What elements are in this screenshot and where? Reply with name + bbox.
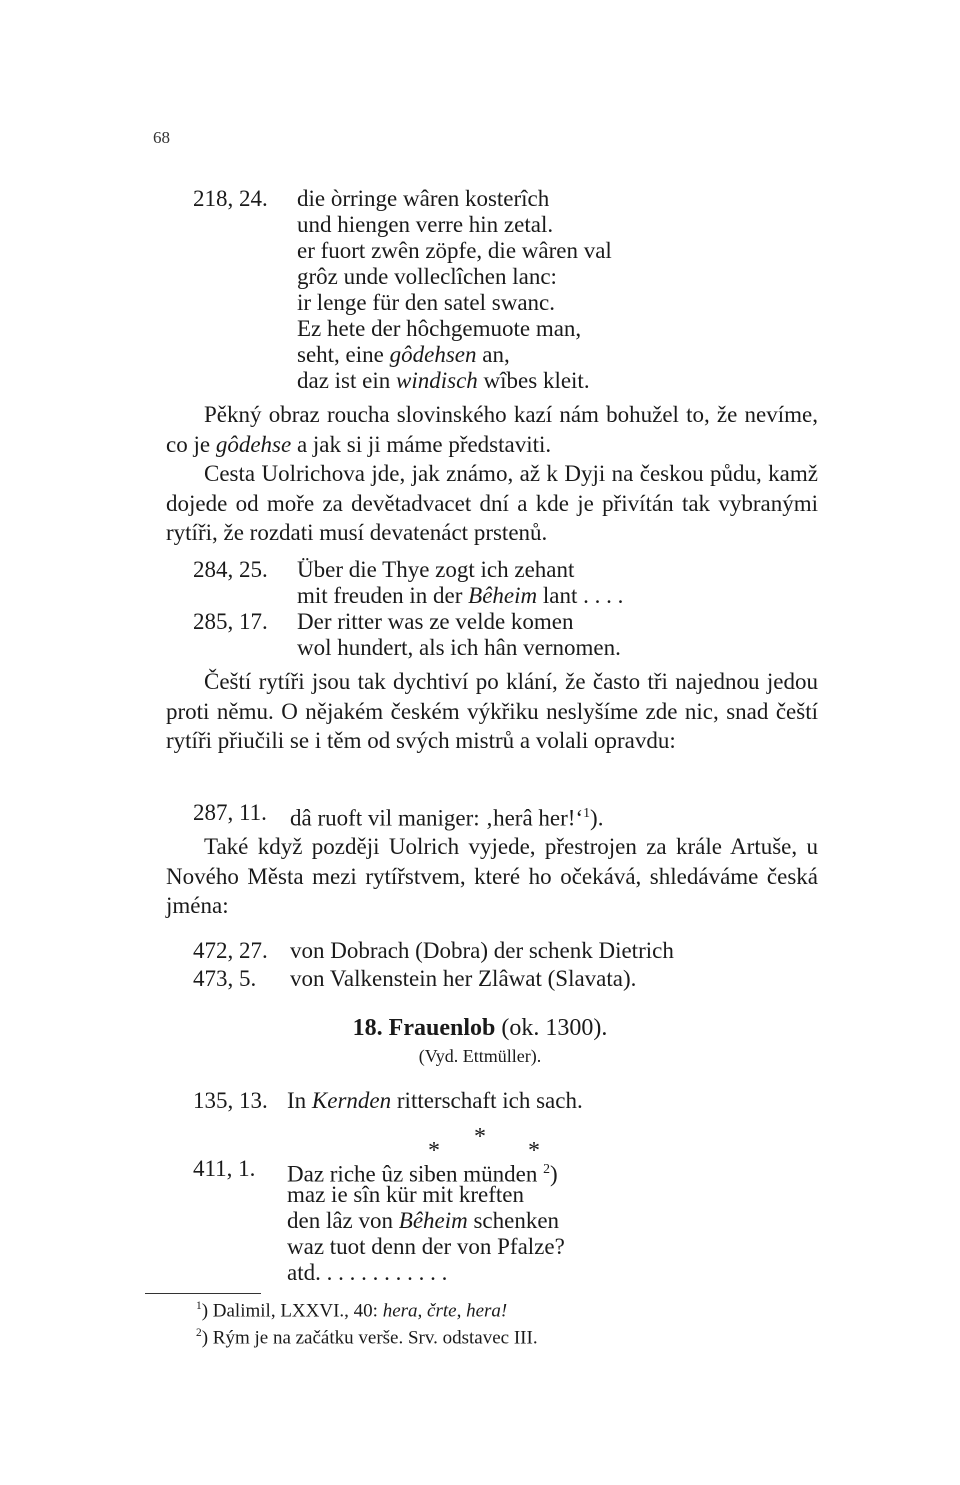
footnote [196,1327,538,1349]
verse-line: er fuort zwên zöpfe, die wâren val [297,238,612,263]
section-date: (ok. 1300). [501,1015,608,1041]
italic-term: Kernden [311,1088,392,1113]
verse-line: atd. . . . . . . . . . . . [287,1260,448,1285]
section-heading [0,1015,960,1042]
italic-term: Bêheim [398,1208,468,1233]
section-subtitle: (Vyd. Ettmüller). [418,1046,542,1066]
paragraph-text: Pěkný obraz roucha slovinského kazí nám bohužel to, že nevíme, co je [166,402,818,457]
paragraph-text: a jak si ji máme představiti. [291,431,552,457]
verse-line: Über die Thye zogt ich zehant [297,557,575,582]
verse-reference: 411, 1. [193,1156,256,1181]
verse-line: von Dobrach (Dobra) der schenk Dietrich [290,938,674,963]
asterisk: * [474,1124,486,1150]
section-title: Frauenlob [388,1015,496,1041]
verse-text: schenken [467,1208,560,1233]
body-paragraph [166,400,818,459]
verse-line [287,1208,559,1234]
footnote-number: 2 [196,1327,202,1339]
verse-text: mit freuden in der [297,583,469,608]
verse-line: wol hundert, als ich hân vernomen. [297,635,621,660]
footnote-marker: 1 [583,805,591,820]
footnote-rule [145,1293,261,1294]
asterisk: * [528,1138,540,1164]
verse-text: dâ ruoft vil maniger: ‚herâ her!‘ [290,805,584,831]
italic-term: hera, črte, hera! [382,1300,508,1322]
verse-line: grôz unde volleclîchen lanc: [297,264,557,289]
verse-text: an, [476,342,510,367]
verse-text: daz ist ein [297,368,396,393]
verse-text: Daz riche ûz siben münden [287,1161,538,1187]
verse-line: und hiengen verre hin zetal. [297,212,554,237]
body-paragraph: Také když později Uolrich vyjede, přestrojen za krále Artuše, u Nového Města mezi rytířstvem, které ho očekává, shledáváme česká jména: [166,834,818,919]
footnote-marker: 2 [543,1161,551,1176]
footnote [196,1300,507,1322]
verse-reference: 218, 24. [193,186,268,211]
verse-text: ritterschaft ich sach. [391,1088,583,1113]
verse-line [287,1088,583,1114]
verse-line [290,800,603,832]
verse-text: ). [590,805,604,831]
body-paragraph-block [166,832,818,921]
verse-line: Ez hete der hôchgemuote man, [297,316,582,341]
verse-text: den lâz von [287,1208,399,1233]
verse-line: waz tuot denn der von Pfalze? [287,1234,565,1259]
footnote-text: ) Rým je na začátku verše. Srv. odstavec III. [201,1327,538,1349]
verse-line: die òrringe wâren kosterîch [297,186,550,211]
verse-line: Der ritter was ze velde komen [297,609,574,634]
body-paragraph: Cesta Uolrichova jde, jak známo, až k Dyji na českou půdu, kamž dojede od moře za devětadvacet dní a kde je přivítán tak vybranými rytíři, že rozdati musí devatenáct prstenů. [166,461,818,546]
italic-term: windisch [396,368,478,393]
italic-term: gôdehsen [389,342,477,367]
verse-line [297,342,510,368]
verse-reference: 472, 27. [193,938,268,963]
italic-term: Bêheim [468,583,538,608]
verse-text: lant . . . . [537,583,624,608]
verse-reference: 135, 13. [193,1088,268,1113]
verse-reference: 287, 11. [193,800,267,825]
footnote-number: 1 [196,1300,202,1312]
verse-reference: 285, 17. [193,609,268,634]
section-number: 18. [352,1015,383,1041]
verse-line [297,583,623,609]
verse-line: maz ie sîn kür mit kreften [287,1182,524,1207]
verse-text: seht, eine [297,342,390,367]
verse-line [297,368,590,394]
italic-term: gôdehse [215,431,292,457]
body-paragraph-block [166,400,818,548]
verse-line: ir lenge für den satel swanc. [297,290,556,315]
verse-line: von Valkenstein her Zlâwat (Slavata). [290,966,637,991]
verse-text: ) [550,1161,558,1187]
body-paragraph-block [166,667,818,756]
verse-reference: 284, 25. [193,557,268,582]
asterisk: * [428,1138,440,1164]
verse-reference: 473, 5. [193,966,257,991]
verse-text: wîbes kleit. [477,368,590,393]
verse-text: In [287,1088,312,1113]
footnote-text: ) Dalimil, LXXVI., 40: [201,1300,383,1322]
body-paragraph: Čeští rytíři jsou tak dychtiví po klání, že často tři najednou jedou proti němu. O nějakém českém výkřiku neslyšíme zde nic, snad čeští rytíři přiučili se i těm od svých mistrů a volali opravdu: [166,669,818,754]
page-number: 68 [153,128,170,147]
